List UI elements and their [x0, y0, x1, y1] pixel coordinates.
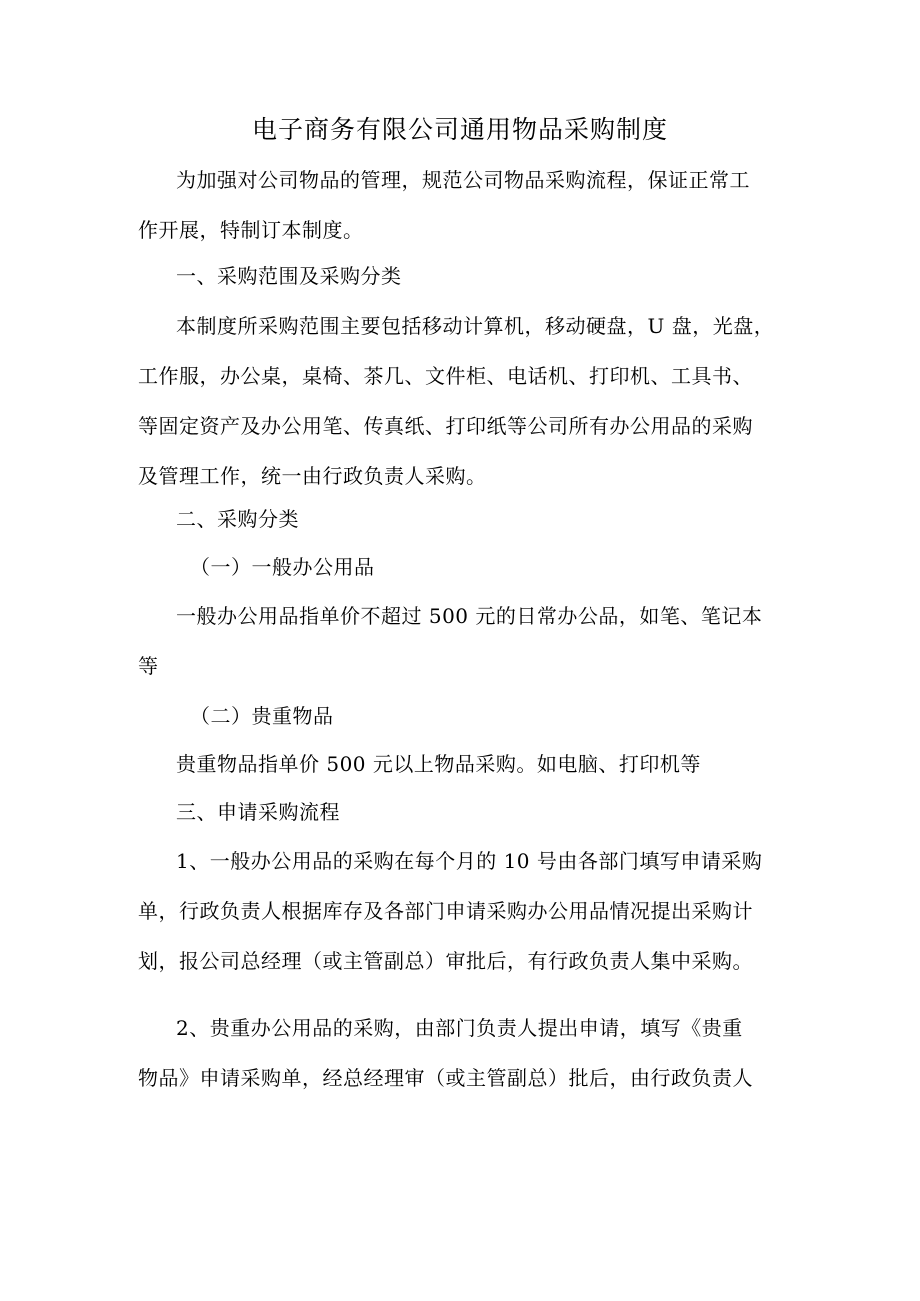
subheading-general	[138, 542, 788, 592]
scope-paragraph	[138, 301, 788, 501]
text-line: 等固定资产及办公用笔、传真纸、打印纸等公司所有办公用品的采购	[138, 414, 753, 438]
section-heading-process	[138, 787, 788, 837]
text-line: 作开展，特制订本制度。	[138, 218, 364, 242]
text-line: 为加强对公司物品的管理，规范公司物品采购流程，保证正常工	[176, 168, 750, 192]
process-step-1	[138, 836, 788, 986]
valuable-items-paragraph	[138, 739, 788, 789]
text-line: 及管理工作，统一由行政负责人采购。	[138, 464, 487, 488]
text-line: 2、贵重办公用品的采购，由部门负责人提出申请，填写《贵重	[176, 1016, 743, 1040]
text-line: （一）一般办公用品	[190, 555, 375, 579]
text-line: 物品》申请采购单，经总经理审（或主管副总）批后，由行政负责人	[138, 1066, 753, 1090]
text-line: 划，报公司总经理（或主管副总）审批后，有行政负责人集中采购。	[138, 949, 753, 973]
intro-paragraph	[138, 155, 788, 255]
text-line: 等	[138, 654, 159, 678]
section-heading-categories	[138, 494, 788, 544]
text-line: 1、一般办公用品的采购在每个月的 10 号由各部门填写申请采购	[176, 849, 763, 873]
text-line: 本制度所采购范围主要包括移动计算机，移动硬盘，U 盘，光盘，	[176, 314, 775, 338]
text-line: （二）贵重物品	[190, 704, 334, 728]
general-items-paragraph	[138, 591, 788, 691]
text-line: 一、采购范围及采购分类	[176, 264, 402, 288]
text-line: 二、采购分类	[176, 507, 299, 531]
process-step-2	[138, 1003, 788, 1103]
section-heading-scope	[138, 251, 788, 301]
subheading-valuable	[138, 691, 788, 741]
text-line: 工作服，办公桌，桌椅、茶几、文件柜、电话机、打印机、工具书、	[138, 364, 753, 388]
text-line: 贵重物品指单价 500 元以上物品采购。如电脑、打印机等	[176, 752, 701, 776]
text-line: 单，行政负责人根据库存及各部门申请采购办公用品情况提出采购计	[138, 899, 753, 923]
text-line: 三、申请采购流程	[176, 800, 340, 824]
text-line: 一般办公用品指单价不超过 500 元的日常办公品，如笔、笔记本	[176, 604, 763, 628]
document-title: 电子商务有限公司通用物品采购制度	[251, 115, 668, 144]
